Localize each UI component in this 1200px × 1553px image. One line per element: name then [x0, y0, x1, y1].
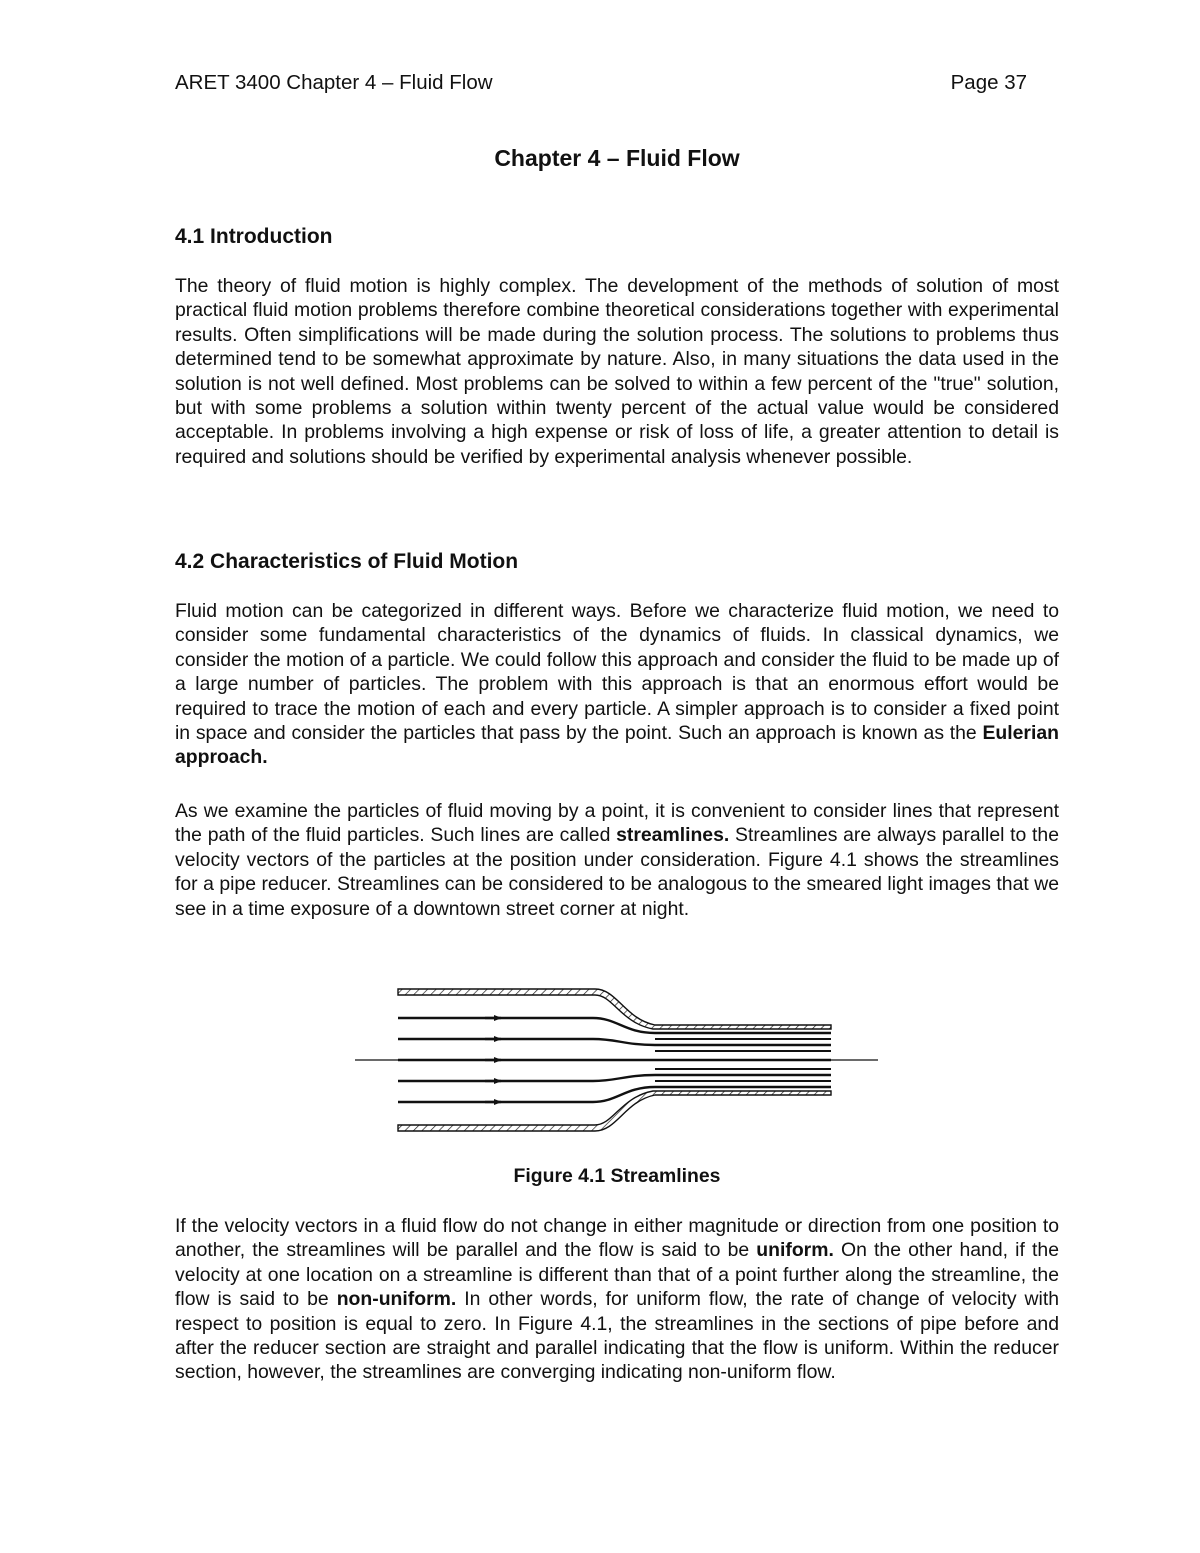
paragraph-introduction: The theory of fluid motion is highly complex. The development of the methods of solution of most practical fluid motion problems therefore combine theoretical considerations together with experimental results. Often simplifications will be made during the solution process. The solutions to problems thus determined tend to be somewhat approximate by nature. Also, in many situations the data used in the solution is not well defined. Most problems can be solved to within a few percent of the "true" solution, but with some problems a solution within twenty percent of the actual value would be considered acceptable. In problems involving a high expense or risk of loss of life, a greater attention to detail is required and solutions should be verified by experimental analysis whenever possible. [175, 275, 1059, 468]
chapter-title: Chapter 4 – Fluid Flow [494, 145, 740, 171]
header-page-number: Page 37 [950, 71, 1027, 94]
paragraph-text: In other words, for uniform flow, the rate of change of velocity with respect to position is equal to zero. In Figure 4.1, the streamlines in the sections of pipe before and after the reducer section are straight and parallel indicating that the flow is uniform. Within the reducer section, however, the streamlines are converging indicating non-uniform flow. [175, 1288, 1060, 1384]
paragraph-eulerian [175, 599, 1059, 770]
figure-caption: Figure 4.1 Streamlines [513, 1165, 721, 1187]
section-heading-characteristics: 4.2 Characteristics of Fluid Motion [175, 550, 519, 573]
header-course-title: ARET 3400 Chapter 4 – Fluid Flow [175, 71, 493, 94]
paragraph-uniform-flow [175, 1214, 1059, 1385]
paragraph-streamlines [175, 799, 1059, 921]
figure-streamlines-diagram [355, 985, 880, 1135]
term-eulerian-approach: Eulerian approach. [175, 722, 1059, 769]
paragraph-text: As we examine the particles of fluid moving by a point, it is convenient to consider lines that represent the path of the fluid particles. Such lines are called [175, 800, 1059, 847]
section-heading-introduction: 4.1 Introduction [175, 225, 333, 248]
term-non-uniform: non-uniform. [336, 1288, 457, 1311]
paragraph-text: Fluid motion can be categorized in different ways. Before we characterize fluid motion, we need to consider some fundamental characteristics of the dynamics of fluids. In classical dynamics, we consider the motion of a particle. We could follow this approach and consider the fluid to be made up of a large number of particles. The problem with this approach is that an enormous effort would be required to trace the motion of each and every particle. A simpler approach is to consider a fixed point in space and consider the particles that pass by the point. Such an approach is known as the [175, 600, 1059, 745]
term-streamlines: streamlines. [616, 824, 730, 847]
paragraph-text: On the other hand, if the velocity at one location on a streamline is different than that of a point further along the streamline, the flow is said to be [175, 1239, 1059, 1311]
term-uniform: uniform. [756, 1239, 834, 1262]
paragraph-text: If the velocity vectors in a fluid flow do not change in either magnitude or direction from one position to another, the streamlines will be parallel and the flow is said to be [175, 1215, 1059, 1262]
paragraph-text: Streamlines are always parallel to the velocity vectors of the particles at the position under consideration. Figure 4.1 shows the streamlines for a pipe reducer. Streamlines can be considered to be analogous to the smeared light images that we see in a time exposure of a downtown street corner at night. [175, 824, 1059, 920]
